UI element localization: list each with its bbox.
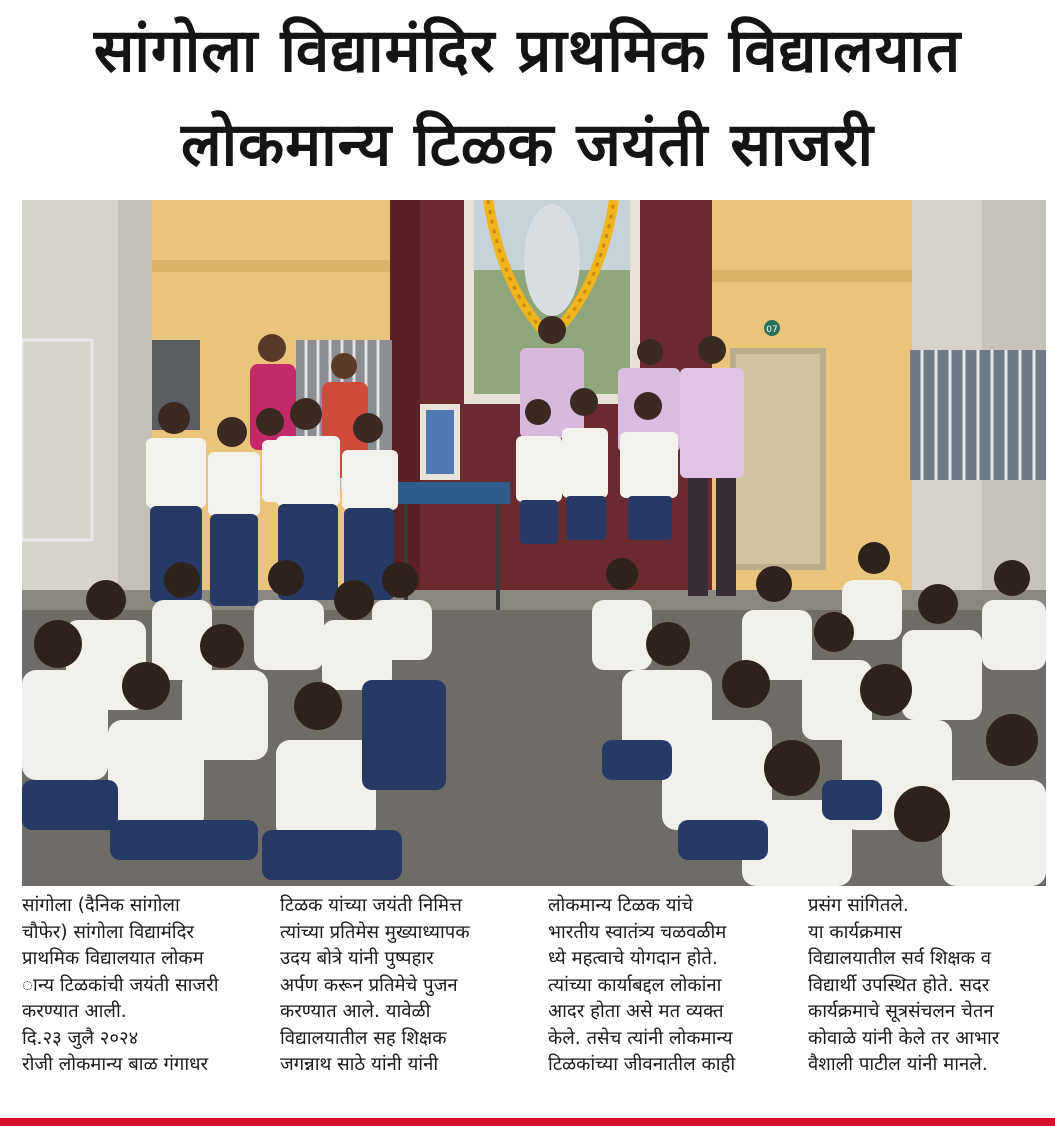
door-number-label: 07 [766, 325, 778, 335]
headline-line-2: लोकमान्य टिळक जयंती साजरी [180, 110, 875, 180]
article-body [22, 893, 1046, 1108]
bottom-accent-rule [0, 1118, 1055, 1126]
article-column-1: सांगोला (दैनिक सांगोला चौफेर) सांगोला विद्यामंदिर प्राथमिक विद्यालयात लोकम ान्य टिळकांची जयंती साजरी करण्यात आली. दि.२३ जुलै २०२४ रोजी लोकमान्य बाळ गंगाधर [22, 895, 219, 1075]
article-column-3: लोकमान्य टिळक यांचे भारतीय स्वातंत्र्य चळवळीम ध्ये महत्वाचे योगदान होते. त्यांच्या कार्याबद्दल लोकांना आदर होता असे मत व्यक्त केले. तसेच त्यांनी लोकमान्य टिळकांच्या जीवनातील काही [548, 895, 736, 1075]
article-column-2: टिळक यांच्या जयंती निमित्त त्यांच्या प्रतिमेस मुख्याध्यापक उदय बोत्रे यांनी पुष्पहार अर्पण करून प्रतिमेचे पुजन करण्यात आले. यावेळी विद्यालयातील सह शिक्षक जगन्नाथ साठे यांनी यांनी [280, 895, 470, 1075]
event-photo [22, 200, 1046, 886]
headline-line-1: सांगोला विद्यामंदिर प्राथमिक विद्यालयात [93, 16, 962, 86]
article-column-4: प्रसंग सांगितले. या कार्यक्रमास विद्यालयातील सर्व शिक्षक व विद्यार्थी उपस्थित होते. सदर कार्यक्रमाचे सूत्रसंचलन चेतन कोवाळे यांनी केले तर आभार वैशाली पाटील यांनी मानले. [808, 895, 1000, 1075]
